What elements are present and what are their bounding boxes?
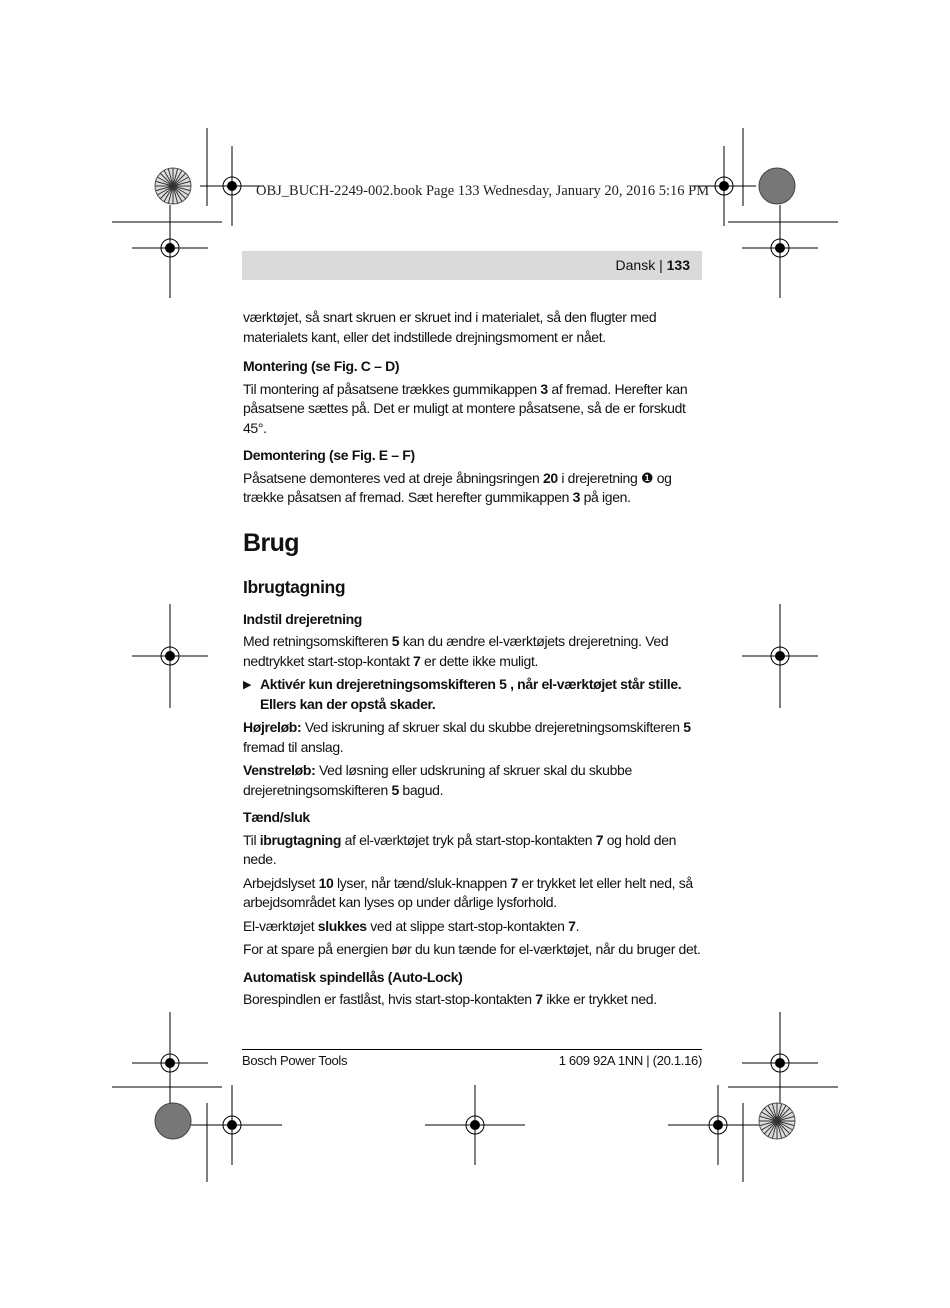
drejeretning-paragraph: Med retningsomskifteren 5 kan du ændre el-værktøjets drejeretning. Ved nedtrykket start-stop-kontakt 7 er dette ikke muligt.: [243, 633, 669, 669]
taend-paragraph-3: El-værktøjet slukkes ved at slippe start-stop-kontakten 7.: [243, 917, 580, 934]
page-content: [243, 308, 703, 1014]
print-slug: OBJ_BUCH-2249-002.book Page 133 Wednesday, January 20, 2016 5:16 PM: [256, 183, 710, 199]
warning-text: Aktivér kun drejeretningsomskifteren 5 , når el-værktøjet står stille. Ellers kan der opstå skader.: [260, 676, 682, 712]
gray-disk-top-right: [759, 168, 795, 204]
subsection-title: Ibrugtagning: [243, 576, 346, 597]
drejeretning-heading: Indstil drejeretning: [243, 610, 363, 627]
hojrelob-paragraph: Højreløb: Ved iskruning af skruer skal du skubbe drejeretningsomskifteren 5 fremad til anslag.: [243, 719, 691, 755]
autolock-heading: Automatisk spindellås (Auto-Lock): [243, 968, 463, 985]
bullet-triangle-icon: ▶: [243, 679, 252, 691]
starburst-mark-top-left: [155, 168, 191, 204]
taend-paragraph-2: Arbejdslyset 10 lyser, når tænd/sluk-knappen 7 er trykket let eller helt ned, så arbejdsområdet kan lyses op under dårlige lysforhold.: [243, 874, 693, 910]
taend-sluk-heading: Tænd/sluk: [243, 809, 310, 825]
footer-brand: Bosch Power Tools: [242, 1053, 348, 1068]
taend-paragraph-1: Til ibrugtagning af el-værktøjet tryk på start-stop-kontakten 7 og hold den nede.: [243, 831, 677, 867]
page-header: [242, 251, 702, 280]
footer-doc-number: 1 609 92A 1NN | (20.1.16): [558, 1053, 702, 1068]
taend-paragraph-4: For at spare på energien bør du kun tænde for el-værktøjet, når du bruger det.: [243, 941, 701, 957]
section-title: Brug: [243, 528, 299, 557]
warning-bullet: [243, 675, 703, 714]
intro-paragraph: værktøjet, så snart skruen er skruet ind i materialet, så den flugter med materialets kant, eller det indstillede drejningsmoment er nået.: [243, 309, 657, 345]
header-label: [616, 257, 690, 273]
demontering-paragraph: Påsatsene demonteres ved at dreje åbningsringen 20 i drejeretning ❶ og trække påsatsen af fremad. Sæt herefter gummikappen 3 på igen.: [243, 469, 672, 505]
starburst-mark-bottom-right: [759, 1103, 795, 1139]
venstrelob-paragraph: Venstreløb: Ved løsning eller udskruning af skruer skal du skubbe drejeretningsomskifteren 5 bagud.: [243, 762, 632, 798]
montering-paragraph: Til montering af påsatsene trækkes gummikappen 3 af fremad. Herefter kan påsatsene sættes på. Det er muligt at montere påsatsene, så de er forskudt 45°.: [243, 380, 688, 436]
autolock-paragraph: Borespindlen er fastlåst, hvis start-stop-kontakten 7 ikke er trykket ned.: [243, 991, 657, 1007]
page-number: 133: [666, 257, 690, 273]
header-separator: |: [659, 257, 663, 273]
rotation-direction-icon: ❶: [640, 469, 654, 486]
header-section: Dansk: [615, 257, 656, 273]
demontering-heading: Demontering (se Fig. E – F): [243, 447, 415, 463]
footer-rule: [242, 1049, 702, 1050]
montering-heading: Montering (se Fig. C – D): [243, 358, 400, 374]
gray-disk-bottom-left: [155, 1103, 191, 1139]
